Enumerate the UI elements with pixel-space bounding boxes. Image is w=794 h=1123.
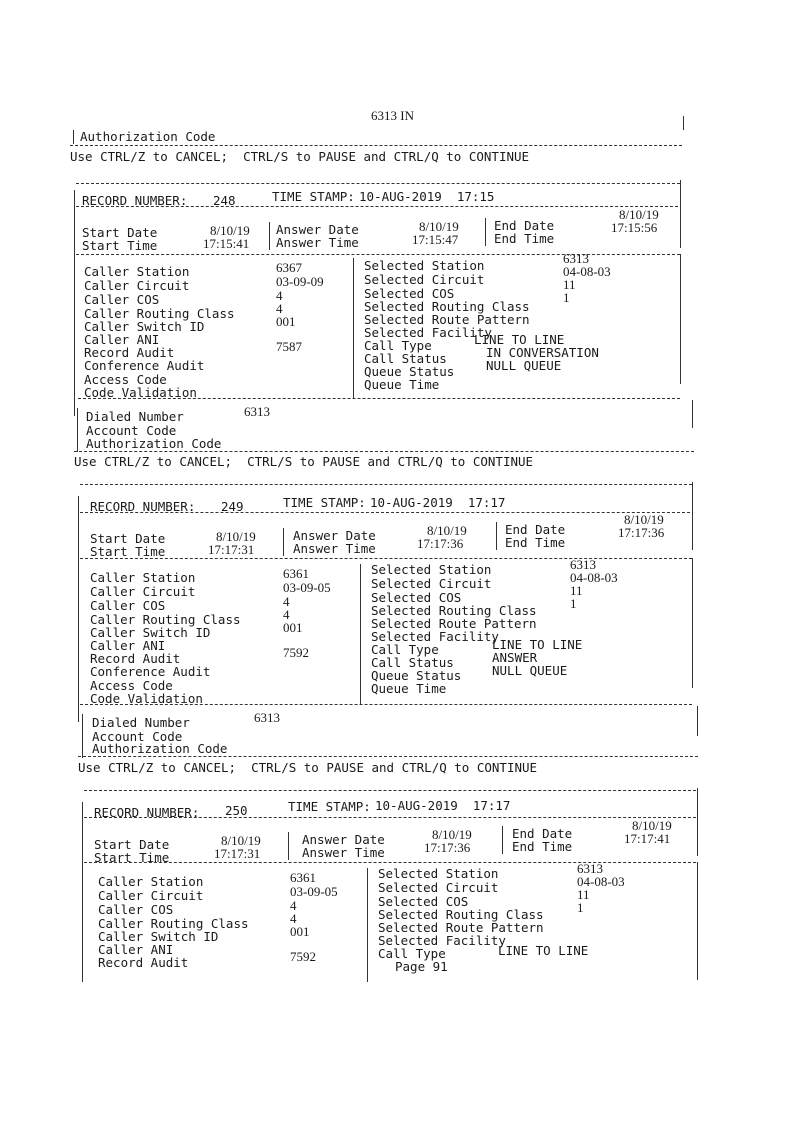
border-line <box>502 826 503 854</box>
caller-ani-label: Caller ANI <box>90 638 166 653</box>
caller-circuit-label: Caller Circuit <box>98 888 204 903</box>
answer-time: 17:15:47 <box>412 232 459 247</box>
authorization-code-label: Authorization Code <box>86 436 222 451</box>
account-code-label: Account Code <box>92 729 183 744</box>
answer-time-label: Answer Time <box>276 235 359 250</box>
selected-routing-class-label: Selected Routing Class <box>371 603 537 618</box>
queue-status-label: Queue Status <box>371 668 462 683</box>
access-code-label: Access Code <box>84 372 167 387</box>
caller-routing-class-label: Caller Routing Class <box>98 916 249 931</box>
border-line <box>360 564 361 704</box>
call-type: LINE TO LINE <box>498 943 589 958</box>
answer-date: 8/10/19 <box>419 219 459 234</box>
border-line <box>692 400 693 428</box>
end-time-label: End Time <box>505 535 566 550</box>
answer-date-label: Answer Date <box>302 832 385 847</box>
queue-time-label: Queue Time <box>371 681 447 696</box>
margin-mark <box>683 116 684 130</box>
control-notice: Use CTRL/Z to CANCEL; CTRL/S to PAUSE and CTRL/Q to CONTINUE <box>74 454 534 469</box>
answer-date: 8/10/19 <box>427 523 467 538</box>
queue-status-label: Queue Status <box>364 364 455 379</box>
end-time: 17:15:56 <box>611 220 658 235</box>
selected-route-pattern-label: Selected Route Pattern <box>364 312 530 327</box>
caller-station-label: Caller Station <box>84 264 190 279</box>
answer-date-label: Answer Date <box>293 528 376 543</box>
start-date: 8/10/19 <box>210 223 250 238</box>
caller-routing-class: 4 <box>276 301 283 316</box>
start-time-label: Start Time <box>90 544 166 559</box>
border-line <box>692 558 693 688</box>
queue-status: NULL QUEUE <box>492 663 568 678</box>
divider <box>84 862 696 863</box>
call-type: LINE TO LINE <box>492 637 583 652</box>
end-time: 17:17:36 <box>618 525 665 540</box>
call-type-label: Call Type <box>371 642 439 657</box>
caller-routing-class: 4 <box>283 607 290 622</box>
selected-routing-class: 1 <box>563 290 570 305</box>
queue-status: NULL QUEUE <box>486 358 562 373</box>
caller-station: 6361 <box>283 566 309 581</box>
record-number-label: RECORD NUMBER: <box>82 193 188 208</box>
control-notice: Use CTRL/Z to CANCEL; CTRL/S to PAUSE and CTRL/Q to CONTINUE <box>70 149 530 164</box>
authorization-code-label: Authorization Code <box>92 741 228 756</box>
record-number: 249 <box>221 499 244 514</box>
time-stamp: 10-AUG-2019 17:17 <box>375 798 511 813</box>
dialed-number: 6313 <box>244 404 270 419</box>
border-line <box>367 868 368 982</box>
selected-station-label: Selected Station <box>371 562 492 577</box>
time-stamp: 10-AUG-2019 17:17 <box>370 495 506 510</box>
border-line <box>697 788 698 856</box>
authorization-code-label: Authorization Code <box>80 129 216 144</box>
answer-time: 17:17:36 <box>417 536 464 551</box>
border-line <box>78 496 79 722</box>
border-line <box>73 130 74 144</box>
selected-routing-class: 1 <box>570 596 577 611</box>
selected-cos: 11 <box>570 583 583 598</box>
answer-time: 17:17:36 <box>424 840 471 855</box>
end-date: 8/10/19 <box>619 207 659 222</box>
start-date: 8/10/19 <box>221 833 261 848</box>
selected-route-pattern-label: Selected Route Pattern <box>371 616 537 631</box>
call-type-label: Call Type <box>364 338 432 353</box>
divider <box>70 145 682 146</box>
selected-station: 6313 <box>563 251 589 266</box>
caller-switch-id: 001 <box>283 620 303 635</box>
caller-circuit: 03-09-09 <box>276 274 324 289</box>
call-status: IN CONVERSATION <box>486 345 599 360</box>
caller-station: 6361 <box>290 870 316 885</box>
call-type: LINE TO LINE <box>474 332 565 347</box>
divider <box>80 484 692 485</box>
divider <box>84 817 696 818</box>
border-line <box>269 222 270 250</box>
call-status-label: Call Status <box>371 655 454 670</box>
record-audit: 7592 <box>283 645 309 660</box>
record-audit-label: Record Audit <box>84 345 175 360</box>
border-line <box>82 802 83 982</box>
divider <box>80 704 692 705</box>
selected-cos: 11 <box>563 277 576 292</box>
caller-cos: 4 <box>283 594 290 609</box>
record-number-label: RECORD NUMBER: <box>94 805 200 820</box>
account-code-label: Account Code <box>86 423 177 438</box>
start-date-label: Start Date <box>94 837 170 852</box>
answer-time-label: Answer Time <box>302 845 385 860</box>
selected-routing-class-label: Selected Routing Class <box>378 907 544 922</box>
caller-cos: 4 <box>276 288 283 303</box>
selected-circuit-label: Selected Circuit <box>364 272 485 287</box>
end-time-label: End Time <box>494 231 555 246</box>
caller-cos-label: Caller COS <box>98 902 174 917</box>
record-audit-label: Record Audit <box>90 651 181 666</box>
time-stamp: 10-AUG-2019 17:15 <box>359 189 495 204</box>
selected-station: 6313 <box>577 861 603 876</box>
divider <box>78 398 680 399</box>
border-line <box>353 258 354 398</box>
time-stamp-label: TIME STAMP: <box>288 799 371 814</box>
selected-cos: 11 <box>577 887 590 902</box>
end-date-label: End Date <box>505 522 566 537</box>
selected-facility-label: Selected Facility <box>378 933 506 948</box>
record-audit: 7592 <box>290 949 316 964</box>
end-time: 17:17:41 <box>624 831 671 846</box>
conference-audit-label: Conference Audit <box>84 358 205 373</box>
end-date-label: End Date <box>512 826 573 841</box>
caller-station-label: Caller Station <box>90 570 196 585</box>
answer-time-label: Answer Time <box>293 541 376 556</box>
record-audit-label: Record Audit <box>98 955 189 970</box>
caller-cos-label: Caller COS <box>84 292 160 307</box>
selected-cos-label: Selected COS <box>371 590 462 605</box>
selected-route-pattern-label: Selected Route Pattern <box>378 920 544 935</box>
control-notice: Use CTRL/Z to CANCEL; CTRL/S to PAUSE and CTRL/Q to CONTINUE <box>78 760 538 775</box>
caller-switch-id-label: Caller Switch ID <box>90 625 211 640</box>
divider <box>80 512 690 513</box>
start-date: 8/10/19 <box>216 529 256 544</box>
start-time: 17:15:41 <box>203 236 250 251</box>
caller-switch-id-label: Caller Switch ID <box>84 319 205 334</box>
caller-switch-id: 001 <box>276 314 296 329</box>
selected-station-label: Selected Station <box>364 258 485 273</box>
caller-circuit-label: Caller Circuit <box>84 278 190 293</box>
dialed-number-label: Dialed Number <box>86 409 184 424</box>
start-time: 17:17:31 <box>208 542 255 557</box>
selected-circuit: 04-08-03 <box>577 874 625 889</box>
divider <box>78 756 698 757</box>
border-line <box>77 408 78 452</box>
caller-ani-label: Caller ANI <box>84 332 160 347</box>
divider <box>76 183 680 184</box>
page-title: 6313 IN <box>371 108 414 123</box>
selected-circuit: 04-08-03 <box>563 264 611 279</box>
access-code-label: Access Code <box>90 678 173 693</box>
border-line <box>680 254 681 384</box>
record-audit: 7587 <box>276 339 302 354</box>
divider <box>76 254 680 255</box>
caller-cos-label: Caller COS <box>90 598 166 613</box>
border-line <box>82 714 83 758</box>
caller-circuit-label: Caller Circuit <box>90 584 196 599</box>
answer-date-label: Answer Date <box>276 222 359 237</box>
start-date-label: Start Date <box>82 225 158 240</box>
divider <box>80 558 692 559</box>
border-line <box>485 218 486 246</box>
divider <box>84 790 696 791</box>
border-line <box>692 482 693 550</box>
call-type-label: Call Type <box>378 946 446 961</box>
answer-date: 8/10/19 <box>432 827 472 842</box>
start-time-label: Start Time <box>82 238 158 253</box>
selected-circuit-label: Selected Circuit <box>378 880 499 895</box>
caller-switch-id: 001 <box>290 924 310 939</box>
border-line <box>697 706 698 736</box>
selected-cos-label: Selected COS <box>378 894 469 909</box>
code-validation-label: Code Validation <box>84 385 197 400</box>
border-line <box>74 190 75 416</box>
selected-circuit: 04-08-03 <box>570 570 618 585</box>
caller-routing-class: 4 <box>290 911 297 926</box>
end-time-label: End Time <box>512 839 573 854</box>
selected-facility-label: Selected Facility <box>371 629 499 644</box>
border-line <box>697 862 698 980</box>
end-date: 8/10/19 <box>632 818 672 833</box>
dialed-number-label: Dialed Number <box>92 715 190 730</box>
caller-circuit: 03-09-05 <box>290 884 338 899</box>
call-status: ANSWER <box>492 650 538 665</box>
record-number: 250 <box>225 803 248 818</box>
start-date-label: Start Date <box>90 531 166 546</box>
selected-cos-label: Selected COS <box>364 286 455 301</box>
page-number: Page 91 <box>395 959 448 974</box>
border-line <box>496 522 497 550</box>
caller-circuit: 03-09-05 <box>283 580 331 595</box>
border-line <box>283 528 284 556</box>
selected-circuit-label: Selected Circuit <box>371 576 492 591</box>
time-stamp-label: TIME STAMP: <box>283 495 366 510</box>
divider <box>76 206 678 207</box>
record-number: 248 <box>213 193 236 208</box>
call-status-label: Call Status <box>364 351 447 366</box>
selected-facility-label: Selected Facility <box>364 325 492 340</box>
start-time-label: Start Time <box>94 850 170 865</box>
border-line <box>680 180 681 248</box>
start-time: 17:17:31 <box>214 846 261 861</box>
caller-ani-label: Caller ANI <box>98 942 174 957</box>
dialed-number: 6313 <box>254 710 280 725</box>
caller-station-label: Caller Station <box>98 874 204 889</box>
selected-station: 6313 <box>570 557 596 572</box>
conference-audit-label: Conference Audit <box>90 664 211 679</box>
caller-switch-id-label: Caller Switch ID <box>98 929 219 944</box>
record-number-label: RECORD NUMBER: <box>90 499 196 514</box>
caller-station: 6367 <box>276 260 302 275</box>
border-line <box>288 832 289 860</box>
caller-routing-class-label: Caller Routing Class <box>84 306 235 321</box>
caller-cos: 4 <box>290 898 297 913</box>
selected-station-label: Selected Station <box>378 866 499 881</box>
end-date-label: End Date <box>494 218 555 233</box>
queue-time-label: Queue Time <box>364 377 440 392</box>
caller-routing-class-label: Caller Routing Class <box>90 612 241 627</box>
time-stamp-label: TIME STAMP: <box>272 189 355 204</box>
code-validation-label: Code Validation <box>90 691 203 706</box>
end-date: 8/10/19 <box>624 512 664 527</box>
selected-routing-class: 1 <box>577 900 584 915</box>
selected-routing-class-label: Selected Routing Class <box>364 299 530 314</box>
divider <box>74 451 694 452</box>
